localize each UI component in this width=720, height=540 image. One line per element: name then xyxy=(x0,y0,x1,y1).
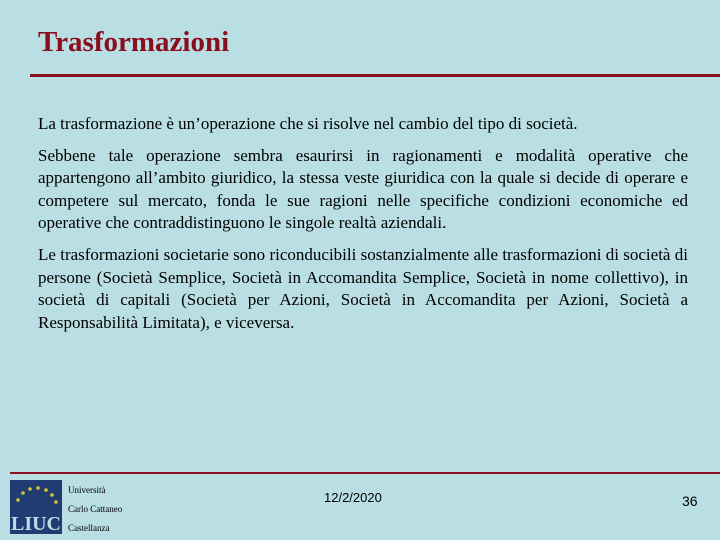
slide-title: Trasformazioni xyxy=(38,26,230,58)
paragraph-1: La trasformazione è un’operazione che si risolve nel cambio del tipo di società. xyxy=(38,114,578,133)
paragraph-3: Le trasformazioni societarie sono riconducibili sostanzialmente alle trasformazioni di società di persone (Società Semplice, Società in Accomandita Semplice, Società in nome collettivo), in società di capitali (Società per Azioni, Società in Accomandita per Azioni, Società a Responsabilità Limitata), e viceversa. xyxy=(38,244,688,332)
liuc-logo xyxy=(10,480,62,534)
footer-date: 12/2/2020 xyxy=(324,490,382,505)
slide-body xyxy=(38,113,688,343)
footer-divider xyxy=(10,472,720,474)
university-line-2: Carlo Cattaneo xyxy=(68,504,123,514)
logo-letters: LIUC xyxy=(10,513,62,534)
university-line-1: Università xyxy=(68,485,106,495)
university-name xyxy=(68,484,122,535)
page-number: 36 xyxy=(682,493,698,509)
title-divider xyxy=(30,74,720,77)
liuc-logo-icon xyxy=(10,480,62,534)
university-line-3: Castellanza xyxy=(68,523,110,533)
paragraph-2: Sebbene tale operazione sembra esaurirsi in ragionamenti e modalità operative che appartengono all’ambito giuridico, la stessa veste giuridica con la quale si decide di operare e competere sul mercato, fonda le sue ragioni nelle specifiche condizioni economiche ed operative che contraddistinguono le singole realtà aziendali. xyxy=(38,145,688,233)
